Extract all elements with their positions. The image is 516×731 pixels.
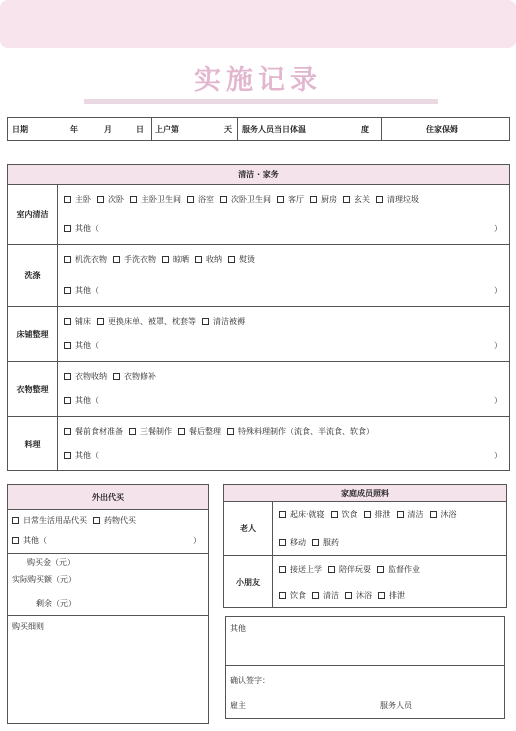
care-option[interactable]: 接送上学 (279, 564, 322, 575)
checkbox-icon[interactable] (64, 225, 71, 232)
checkbox-icon[interactable] (279, 511, 286, 518)
checkbox-icon[interactable] (279, 539, 286, 546)
checkbox-icon[interactable] (12, 517, 19, 524)
checkbox-icon[interactable] (130, 196, 137, 203)
checkbox-icon[interactable] (187, 196, 194, 203)
close-paren: ） (494, 286, 502, 295)
checkbox-icon[interactable] (227, 428, 234, 435)
cleaning-row-label: 洗涤 (24, 271, 41, 280)
checkbox-icon[interactable] (202, 318, 209, 325)
checkbox-icon[interactable] (328, 566, 335, 573)
care-option[interactable]: 陪伴玩耍 (328, 564, 371, 575)
cleaning-option[interactable]: 次卧卫生间 (220, 194, 271, 205)
cleaning-option[interactable]: 特殊料理制作（流食、半流食、软食） (227, 426, 374, 437)
cleaning-option[interactable]: 三餐制作 (129, 426, 172, 437)
checkbox-icon[interactable] (97, 196, 104, 203)
checkbox-icon[interactable] (113, 256, 120, 263)
errands-header: 外出代买 (8, 485, 208, 509)
signature-box (225, 616, 505, 719)
cleaning-option[interactable]: 餐前食材准备 (64, 426, 123, 437)
checkbox-icon[interactable] (178, 428, 185, 435)
cleaning-option[interactable]: 浴室 (187, 194, 214, 205)
checkbox-icon[interactable] (129, 428, 136, 435)
care-option[interactable]: 饮食 (279, 590, 306, 601)
checkbox-icon[interactable] (64, 287, 71, 294)
cleaning-option[interactable]: 铺床 (64, 316, 91, 327)
checkbox-icon[interactable] (377, 566, 384, 573)
cleaning-option[interactable]: 玄关 (343, 194, 370, 205)
cleaning-row-other[interactable]: 其他（ (64, 223, 99, 234)
cleaning-row-label: 床铺整理 (16, 329, 49, 339)
care-option[interactable]: 沐浴 (345, 590, 372, 601)
year-label: 年 (70, 124, 78, 134)
checkbox-icon[interactable] (279, 566, 286, 573)
cleaning-option[interactable]: 熨烫 (228, 254, 255, 265)
cleaning-option[interactable]: 手洗衣物 (113, 254, 156, 265)
actual-amount-label: 实际购买额（元） (12, 574, 76, 584)
purchase-detail-label: 购买细则 (12, 621, 44, 631)
stay-label: 住家保姆 (426, 124, 458, 134)
care-option[interactable]: 沐浴 (430, 509, 457, 520)
checkbox-icon[interactable] (331, 511, 338, 518)
checkbox-icon[interactable] (64, 256, 71, 263)
checkbox-icon[interactable] (64, 318, 71, 325)
checkbox-icon[interactable] (195, 256, 202, 263)
remaining-label: 剩余（元） (36, 598, 76, 608)
cleaning-row-other[interactable]: 其他（ (64, 340, 99, 351)
checkbox-icon[interactable] (64, 397, 71, 404)
day-label: 日 (136, 124, 144, 134)
close-paren: ） (494, 451, 502, 460)
cleaning-option[interactable]: 客厅 (277, 194, 304, 205)
checkbox-icon[interactable] (12, 537, 19, 544)
cleaning-row-label: 衣物整理 (16, 384, 49, 394)
visit-day-prefix: 上户第 (155, 124, 179, 134)
cleaning-option[interactable]: 次卧 (97, 194, 124, 205)
checkbox-icon[interactable] (220, 196, 227, 203)
child-options-2 (279, 590, 411, 601)
care-option[interactable]: 移动 (279, 537, 306, 548)
month-label: 月 (104, 124, 112, 134)
care-option[interactable]: 排泄 (364, 509, 391, 520)
cleaning-row-other[interactable]: 其他（ (64, 450, 99, 461)
cleaning-option[interactable]: 清理垃圾 (376, 194, 419, 205)
checkbox-icon[interactable] (93, 517, 100, 524)
cleaning-option[interactable]: 衣物修补 (113, 371, 156, 382)
care-option[interactable]: 监督作业 (377, 564, 420, 575)
checkbox-icon[interactable] (364, 511, 371, 518)
checkbox-icon[interactable] (277, 196, 284, 203)
cleaning-option[interactable]: 主卧卫生间 (130, 194, 181, 205)
elder-options-2 (279, 537, 345, 548)
employer-label: 雇主 (230, 700, 246, 710)
purchase-money-label: 购买金（元） (27, 557, 75, 567)
care-option[interactable]: 服药 (312, 537, 339, 548)
checkbox-icon[interactable] (64, 373, 71, 380)
cleaning-row-other[interactable]: 其他（ (64, 395, 99, 406)
errand-medicine[interactable]: 药物代买 (93, 515, 136, 526)
care-option[interactable]: 排泄 (378, 590, 405, 601)
cleaning-row-options (64, 316, 251, 327)
checkbox-icon[interactable] (64, 428, 71, 435)
checkbox-icon[interactable] (312, 592, 319, 599)
checkbox-icon[interactable] (64, 452, 71, 459)
checkbox-icon[interactable] (345, 592, 352, 599)
elder-label: 老人 (240, 524, 256, 533)
degree-label: 度 (361, 124, 369, 134)
family-care-header: 家庭成员照料 (224, 485, 506, 501)
care-option[interactable]: 清洁 (397, 509, 424, 520)
cleaning-option[interactable]: 收纳 (195, 254, 222, 265)
errands-other[interactable]: 其他（ (12, 535, 47, 546)
checkbox-icon[interactable] (343, 196, 350, 203)
checkbox-icon[interactable] (378, 592, 385, 599)
checkbox-icon[interactable] (64, 196, 71, 203)
errand-daily-goods[interactable]: 日常生活用品代买 (12, 515, 87, 526)
date-label: 日期 (12, 124, 28, 134)
checkbox-icon[interactable] (64, 342, 71, 349)
checkbox-icon[interactable] (279, 592, 286, 599)
child-options-1 (279, 564, 426, 575)
cleaning-option[interactable]: 晾晒 (162, 254, 189, 265)
close-paren: ） (494, 341, 502, 350)
checkbox-icon[interactable] (162, 256, 169, 263)
checkbox-icon[interactable] (113, 373, 120, 380)
cleaning-option[interactable]: 衣物收纳 (64, 371, 107, 382)
checkbox-icon[interactable] (376, 196, 383, 203)
errands-options (12, 515, 142, 526)
visit-day-suffix: 天 (224, 124, 232, 134)
care-option[interactable]: 清洁 (312, 590, 339, 601)
cleaning-row-options (64, 371, 162, 382)
footer-other-label: 其他 (230, 623, 246, 633)
cleaning-option[interactable]: 清洁被褥 (202, 316, 245, 327)
checkbox-icon[interactable] (97, 318, 104, 325)
cleaning-row-options (64, 426, 380, 437)
cleaning-row-label: 料理 (24, 439, 41, 449)
checkbox-icon[interactable] (310, 196, 317, 203)
close-paren: ） (494, 224, 502, 233)
title-underline (84, 99, 438, 104)
checkbox-icon[interactable] (430, 511, 437, 518)
staff-label: 服务人员 (380, 700, 412, 710)
cleaning-row-options (64, 254, 261, 265)
care-option[interactable]: 饮食 (331, 509, 358, 520)
checkbox-icon[interactable] (312, 539, 319, 546)
cleaning-option[interactable]: 更换床单、被罩、枕套等 (97, 316, 196, 327)
checkbox-icon[interactable] (397, 511, 404, 518)
page-title: 实施记录 (194, 65, 322, 96)
care-option[interactable]: 起床·就寝 (279, 509, 325, 520)
top-banner (0, 0, 516, 48)
cleaning-option[interactable]: 餐后整理 (178, 426, 221, 437)
elder-options-1 (279, 509, 463, 520)
temperature-label: 服务人员当日体温 (242, 124, 306, 134)
cleaning-option[interactable]: 机洗衣物 (64, 254, 107, 265)
confirm-sign-label: 确认签字： (230, 675, 270, 685)
child-label: 小朋友 (236, 577, 260, 587)
cleaning-option[interactable]: 主卧 (64, 194, 91, 205)
cleaning-header: 清洁 · 家务 (8, 165, 509, 184)
cleaning-option[interactable]: 厨房 (310, 194, 337, 205)
close-paren: ） (494, 396, 502, 405)
cleaning-row-other[interactable]: 其他（ (64, 285, 99, 296)
cleaning-row-label: 室内清洁 (16, 210, 49, 219)
checkbox-icon[interactable] (228, 256, 235, 263)
cleaning-row-options (64, 194, 425, 205)
